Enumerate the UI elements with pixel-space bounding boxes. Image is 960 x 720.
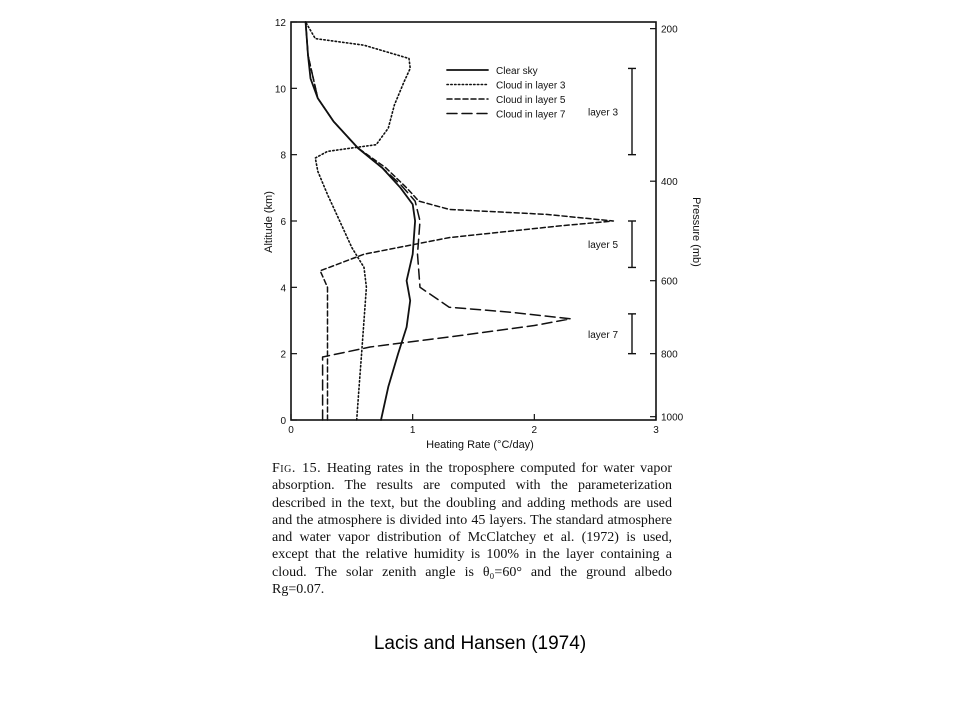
y-tick-label: 6 bbox=[280, 217, 286, 228]
pressure-tick-label: 1000 bbox=[661, 412, 684, 424]
figure-caption bbox=[272, 460, 672, 598]
pressure-tick-label: 200 bbox=[661, 24, 678, 36]
legend-entry: Cloud in layer 3 bbox=[496, 80, 566, 92]
caption-figure-label: Fig. 15. bbox=[272, 461, 322, 476]
plot-frame bbox=[291, 22, 656, 420]
x-tick-label: 3 bbox=[653, 425, 659, 436]
layer-bracket-label: layer 7 bbox=[587, 329, 618, 341]
y-tick-label: 2 bbox=[280, 349, 286, 361]
series-line-2 bbox=[306, 22, 411, 420]
x-tick-label: 1 bbox=[409, 425, 416, 436]
x-axis-label: Heating Rate (°C/day) bbox=[426, 439, 534, 451]
pressure-tick-label: 400 bbox=[661, 177, 678, 189]
pressure-tick-label: 800 bbox=[661, 349, 678, 361]
legend-entry: Cloud in layer 5 bbox=[496, 95, 566, 106]
x-tick-label: 2 bbox=[531, 425, 538, 436]
pressure-tick-label: 600 bbox=[661, 276, 678, 288]
layer-bracket-label: layer 5 bbox=[587, 240, 618, 252]
y-tick-label: 0 bbox=[280, 416, 286, 427]
series-line-3 bbox=[306, 22, 614, 420]
y-tick-label: 12 bbox=[274, 18, 286, 29]
x-tick-label: 0 bbox=[288, 425, 294, 436]
y-tick-label: 10 bbox=[274, 84, 286, 96]
y-axis-label: Altitude (km) bbox=[263, 191, 275, 253]
layer-bracket-label: layer 3 bbox=[587, 107, 618, 119]
legend-entry: Clear sky bbox=[496, 66, 538, 77]
citation-credit: Lacis and Hansen (1974) bbox=[373, 633, 587, 654]
y-tick-label: 8 bbox=[280, 150, 286, 162]
legend-entry: Cloud in layer 7 bbox=[496, 109, 566, 121]
y2-axis-label: Pressure (mb) bbox=[690, 197, 702, 267]
caption-text: Heating rates in the troposphere computed for water vapor absorption. The results are computed with the parameterization described in the text, but the doubling and adding methods are used and the atmosphere is divided into 45 layers. The standard atmosphere and water vapor distribution of McClatchey et al. (1972) is used, except that the relative humidity is 100% in the layer containing a cloud. The solar zenith angle is θ₀=60° and the ground albedo Rg=0.07. bbox=[272, 461, 673, 598]
y-tick-label: 4 bbox=[280, 283, 286, 295]
